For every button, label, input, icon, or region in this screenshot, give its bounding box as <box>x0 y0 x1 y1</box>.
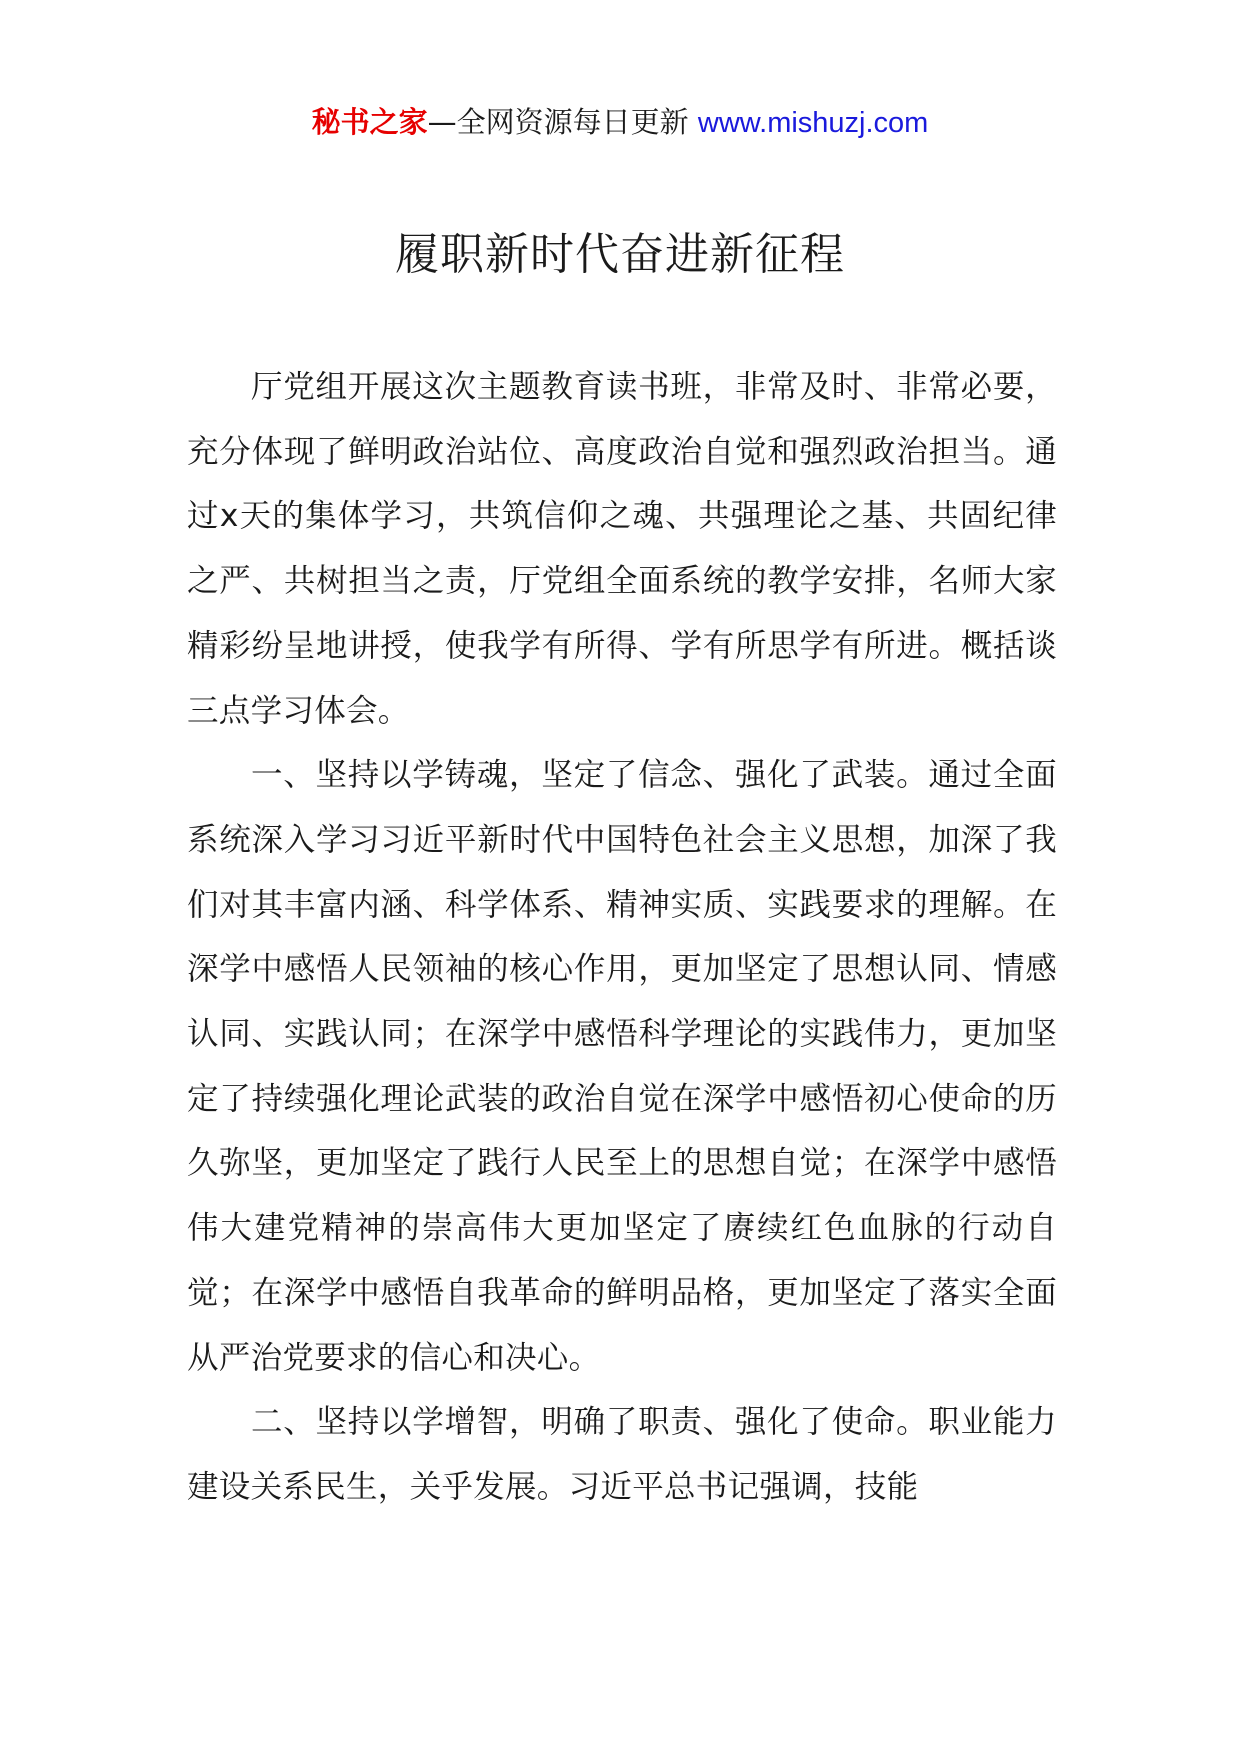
brand-name: 秘书之家 <box>311 105 428 139</box>
document-title: 履职新时代奋进新征程 <box>395 229 845 280</box>
site-tagline: —全网资源每日更新 <box>427 105 689 139</box>
paragraph-section-two: 二、坚持以学增智，明确了职责、强化了使命。职业能力建设关系民生，关乎发展。习近平总书记强调，技能 <box>187 1404 1057 1505</box>
site-url-link[interactable]: www.mishuzj.com <box>697 107 929 139</box>
document-body <box>187 355 1057 1520</box>
paragraph-section-one: 一、坚持以学铸魂，坚定了信念、强化了武装。通过全面系统深入学习习近平新时代中国特色社会主义思想，加深了我们对其丰富内涵、科学体系、精神实质、实践要求的理解。在深学中感悟人民领袖的核心作用，更加坚定了思想认同、情感认同、实践认同；在深学中感悟科学理论的实践伟力，更加坚定了持续强化理论武装的政治自觉在深学中感悟初心使命的历久弥坚，更加坚定了践行人民至上的思想自觉；在深学中感悟伟大建党精神的崇高伟大更加坚定了赓续红色血脉的行动自觉；在深学中感悟自我革命的鲜明品格，更加坚定了落实全面从严治党要求的信心和决心。 <box>187 757 1057 1376</box>
paragraph-intro: 厅党组开展这次主题教育读书班，非常及时、非常必要，充分体现了鲜明政治站位、高度政治自觉和强烈政治担当。通过x天的集体学习，共筑信仰之魂、共强理论之基、共固纪律之严、共树担当之责，厅党组全面系统的教学安排，名师大家精彩纷呈地讲授，使我学有所得、学有所思学有所进。概括谈三点学习体会。 <box>187 369 1057 729</box>
site-header <box>0 102 1240 143</box>
